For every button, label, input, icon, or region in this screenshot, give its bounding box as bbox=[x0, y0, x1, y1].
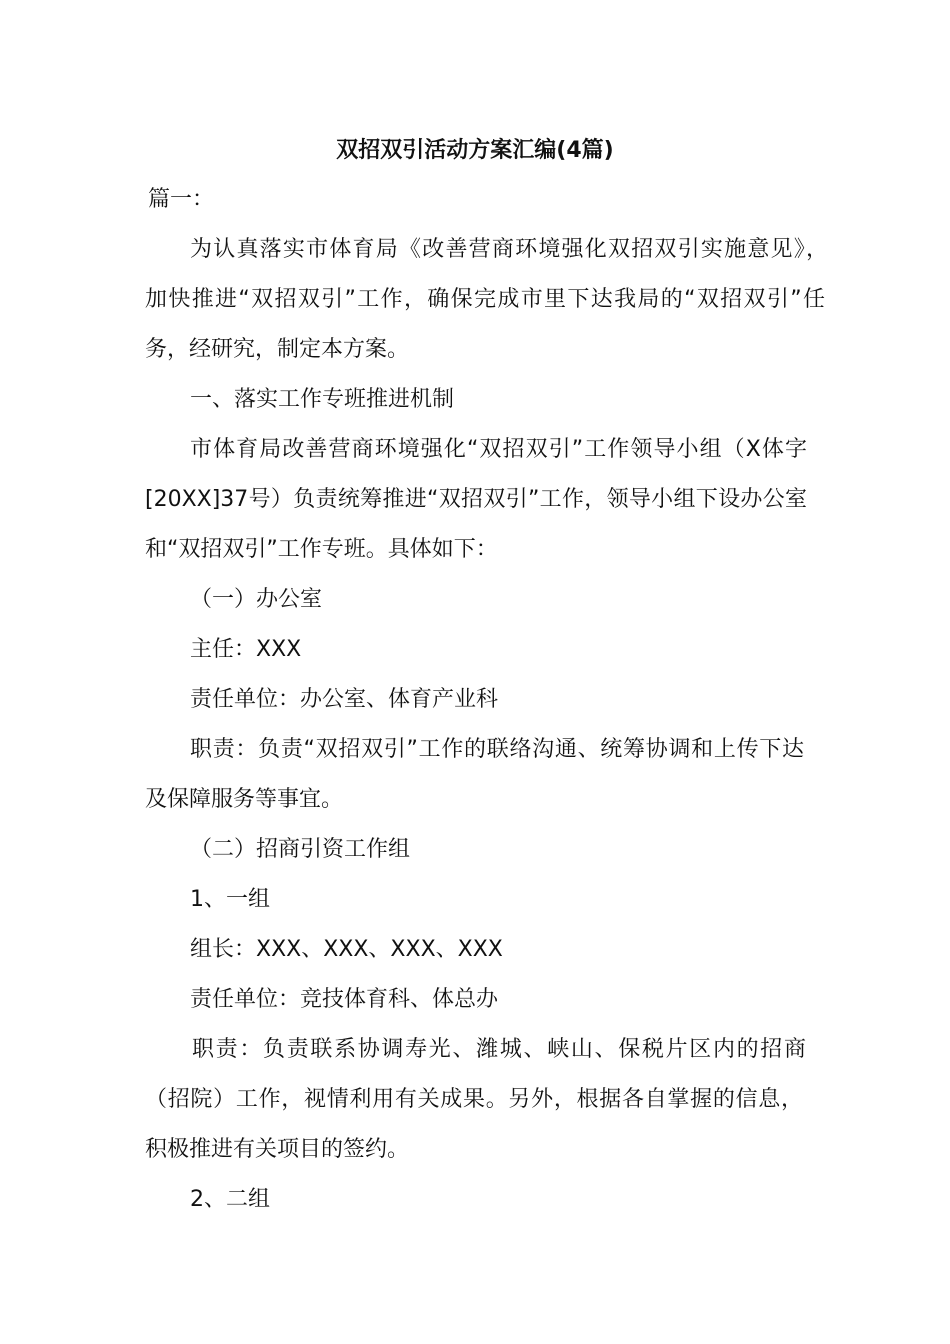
paragraph-line: 市体育局改善营商环境强化“双招双引”工作领导小组（X体字 bbox=[190, 437, 807, 462]
paragraph-line: 积极推进有关项目的签约。 bbox=[145, 1137, 410, 1162]
paragraph-line: 职责：负责联系协调寿光、潍城、峡山、保税片区内的招商 bbox=[192, 1037, 806, 1062]
paragraph-line: 责任单位：办公室、体育产业科 bbox=[190, 687, 499, 712]
paragraph-line: [20XX]37号）负责统筹推进“双招双引”工作，领导小组下设办公室 bbox=[145, 487, 807, 512]
paragraph-line: （招院）工作，视情利用有关成果。另外，根据各自掌握的信息， bbox=[145, 1087, 803, 1112]
subsection-heading: （二）招商引资工作组 bbox=[190, 837, 411, 862]
paragraph-line: 加快推进“双招双引”工作，确保完成市里下达我局的“双招双引”任 bbox=[145, 287, 825, 312]
group-heading: 2、二组 bbox=[190, 1187, 270, 1212]
paragraph-line: 组长：XXX、XXX、XXX、XXX bbox=[190, 937, 503, 962]
paragraph-line: 和“双招双引”工作专班。具体如下： bbox=[145, 537, 498, 562]
document-title: 双招双引活动方案汇编(4篇) bbox=[336, 138, 614, 163]
group-heading: 1、一组 bbox=[190, 887, 270, 912]
paragraph-line: 务，经研究，制定本方案。 bbox=[145, 337, 410, 362]
paragraph-line: 为认真落实市体育局《改善营商环境强化双招双引实施意见》， bbox=[190, 237, 828, 262]
subsection-heading: （一）办公室 bbox=[190, 587, 323, 612]
section-heading-part-one: 篇一： bbox=[148, 187, 215, 212]
section-heading: 一、落实工作专班推进机制 bbox=[190, 387, 455, 412]
paragraph-line: 职责：负责“双招双引”工作的联络沟通、统筹协调和上传下达 bbox=[190, 737, 804, 762]
paragraph-line: 责任单位：竞技体育科、体总办 bbox=[190, 987, 499, 1012]
paragraph-line: 及保障服务等事宜。 bbox=[145, 787, 344, 812]
paragraph-line: 主任：XXX bbox=[190, 637, 302, 662]
